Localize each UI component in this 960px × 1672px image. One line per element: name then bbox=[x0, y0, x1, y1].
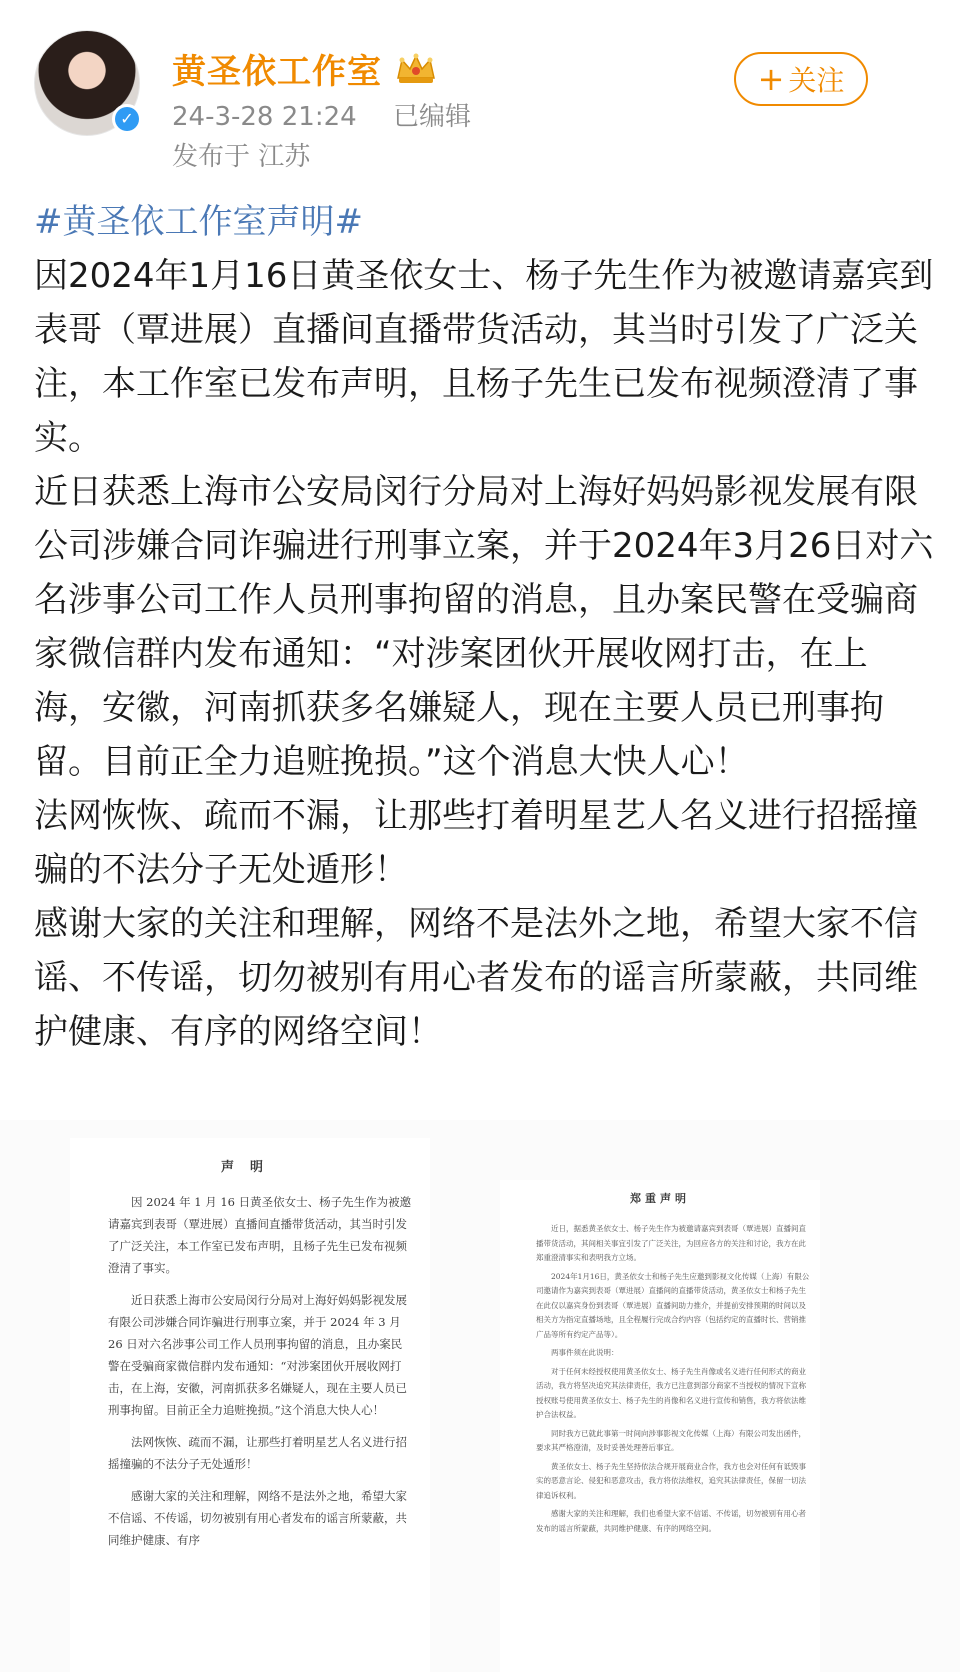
crown-icon[interactable] bbox=[394, 52, 438, 86]
edited-label[interactable]: 已编辑 bbox=[392, 102, 471, 132]
doc-paragraph: 近日获悉上海市公安局闵行分局对上海好妈妈影视发展有限公司涉嫌合同诈骗进行刑事立案，并于 2024 年 3 月 26 日对六名涉事公司工作人员刑事拘留的消息，且办案民警在受骗商家微信群内发布通知：“对涉案团伙开展收网打击，在上海，安徽，河南抓获多名嫌疑人，现在主要人员已刑事拘留。目前正全力追赃挽损。”这个消息大快人心！ bbox=[108, 1293, 407, 1417]
author-row bbox=[172, 44, 438, 93]
statement-image-2[interactable] bbox=[500, 1180, 820, 1672]
doc-title: 郑重声明 bbox=[630, 1192, 690, 1205]
post-time: 24-3-28 21:24 bbox=[172, 102, 357, 132]
content-paragraph: 因2024年1月16日黄圣依女士、杨子先生作为被邀请嘉宾到表哥（覃进展）直播间直播带货活动，其当时引发了广泛关注，本工作室已发布声明，且杨子先生已发布视频澄清了事实。 bbox=[34, 256, 934, 458]
verified-icon: ✓ bbox=[112, 104, 142, 134]
statement-image-1[interactable] bbox=[70, 1138, 430, 1672]
doc-paragraph: 黄圣依女士、杨子先生坚持依法合规开展商业合作，我方也会对任何有诋毁事实的恶意言论、侵犯和恶意攻击，我方将依法维权，追究其法律责任，保留一切法律追诉权利。 bbox=[536, 1461, 806, 1500]
doc-paragraph: 2024年1月16日，黄圣依女士和杨子先生应邀到影视文化传媒（上海）有限公司邀请作为嘉宾到表哥（覃进展）直播间的直播带货活动，黄圣依女士和杨子先生在此仅以嘉宾身份到表哥（覃进展）直播间助力推介，并提前安排预期的时间以及相关方为指定直播场地，且全程履行完成合约内容（包括约定的直播时长、营销推广品等所有约定产品等）。 bbox=[536, 1271, 810, 1339]
doc-paragraph: 法网恢恢、疏而不漏，让那些打着明星艺人名义进行招摇撞骗的不法分子无处遁形！ bbox=[108, 1435, 407, 1471]
doc-paragraph: 近日，据悉黄圣依女士、杨子先生作为被邀请嘉宾到表哥（覃进展）直播间直播带货活动，其间相关事宜引发了广泛关注，为回应各方的关注和讨论，我方在此郑重澄清事实和表明我方立场。 bbox=[536, 1224, 806, 1262]
doc-paragraph: 因 2024 年 1 月 16 日黄圣依女士、杨子先生作为被邀请嘉宾到表哥（覃进展）直播间直播带货活动，其当时引发了广泛关注，本工作室已发布声明，且杨子先生已发布视频澄清了事实。 bbox=[108, 1195, 412, 1275]
post-content bbox=[34, 195, 934, 1059]
post-location: 发布于 江苏 bbox=[172, 142, 311, 172]
follow-button[interactable] bbox=[734, 52, 868, 106]
author-name[interactable]: 黄圣依工作室 bbox=[172, 52, 382, 92]
doc-paragraph: 两事件须在此说明： bbox=[551, 1348, 619, 1357]
post-header bbox=[0, 0, 960, 200]
content-paragraph: 近日获悉上海市公安局闵行分局对上海好妈妈影视发展有限公司涉嫌合同诈骗进行刑事立案，并于2024年3月26日对六名涉事公司工作人员刑事拘留的消息，且办案民警在受骗商家微信群内发布通知：“对涉案团伙开展收网打击，在上海，安徽，河南抓获多名嫌疑人，现在主要人员已刑事拘留。目前正全力追赃挽损。”这个消息大快人心！ bbox=[34, 472, 934, 782]
doc-paragraph: 感谢大家的关注和理解，网络不是法外之地，希望大家不信谣、不传谣，切勿被别有用心者发布的谣言所蒙蔽，共同维护健康、有序 bbox=[108, 1489, 407, 1547]
doc-title: 声明 bbox=[220, 1160, 279, 1175]
doc-paragraph: 对于任何未经授权使用黄圣依女士、杨子先生肖像或名义进行任何形式的商业活动，我方将坚决追究其法律责任，我方已注意到部分商家不当授权的情况下宣称授权账号使用黄圣依女士、杨子先生的肖像和名义进行宣传和销售，我方将依法维护合法权益。 bbox=[536, 1366, 806, 1419]
doc-paragraph: 感谢大家的关注和理解，我们也希望大家不信谣、不传谣，切勿被别有用心者发布的谣言所蒙蔽，共同维护健康、有序的网络空间。 bbox=[536, 1509, 806, 1533]
plus-icon: + bbox=[757, 60, 785, 98]
attached-images bbox=[0, 1120, 960, 1672]
follow-label: 关注 bbox=[788, 64, 845, 97]
post-meta bbox=[172, 96, 499, 133]
content-paragraph: 法网恢恢、疏而不漏，让那些打着明星艺人名义进行招摇撞骗的不法分子无处遁形！ bbox=[34, 796, 918, 890]
content-paragraph: 感谢大家的关注和理解，网络不是法外之地，希望大家不信谣、不传谣，切勿被别有用心者发布的谣言所蒙蔽，共同维护健康、有序的网络空间！ bbox=[34, 904, 918, 1052]
hashtag-link[interactable]: #黄圣依工作室声明# bbox=[34, 202, 363, 242]
avatar[interactable] bbox=[34, 30, 140, 136]
doc-paragraph: 同时我方已就此事第一时间向涉事影视文化传媒（上海）有限公司发出函件，要求其严格澄清，及时妥善处理善后事宜。 bbox=[536, 1428, 806, 1452]
